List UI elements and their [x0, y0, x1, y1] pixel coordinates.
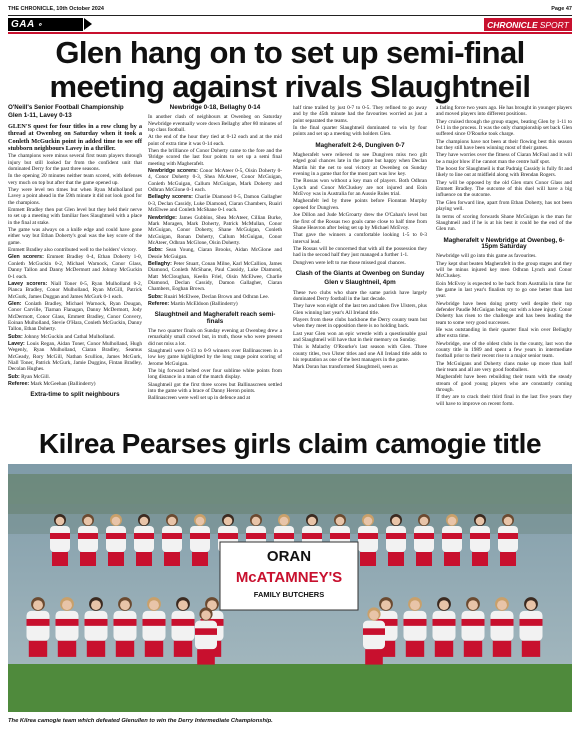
- team-line: Referee: Mark McGeehan (Ballinderry): [8, 381, 96, 387]
- paragraph: Mark Doran has transformed Slaughtneil, seen as: [293, 364, 398, 371]
- team-line: Glen: Conlath Bradley, Michael Warnock, Ryan Dougan, Conor Carville, Tiarnan Flanagan, Danny McDermott, Jody McDermott, Conor Glass, Emmett Bradley, Conor Convery, Eoinan Mulholland, Stevie O'Hara, Conleth McGuckin, Danny Tallon, Ethan Doherty.: [8, 300, 142, 333]
- banner-line-1: ORAN: [266, 548, 312, 565]
- paragraph: That gave the winners a comfortable looking 1-5 to 0-3 interval lead.: [293, 232, 427, 245]
- photo-headline: Kilrea Pearses girls claim camogie title: [38, 428, 542, 459]
- column-4: [436, 105, 572, 408]
- ball-icon: ⚬: [36, 21, 44, 29]
- paragraph: The Rossas will be concerned that with all the possession they had in the second half they just managed a further 1-1.: [293, 245, 427, 259]
- paragraph: Last year Glen won an epic wrestle with a questionable goal and Slaughtneil will have that in their memory on Sunday.: [293, 330, 427, 343]
- team-line: Lavey: Louis Regan, Aidan Toner, Conor Mulholland, Hugh Wegenly, Ryan Mulholland, Ciaran Bradley, Seamus McGeady, Rory McGill, Nathan Scullion, James McGurk, Niall Toner, Patrick McGurk, Jamie Duggins, Fintan Bradley, Decolan Hughes.: [8, 340, 142, 373]
- story-kicker: O'Neill's Senior Football Championship: [8, 104, 124, 111]
- subheading: Newbridge 0-18, Bellaghy 0-14: [169, 104, 261, 111]
- gaa-section-tag: GAA ⚬: [8, 18, 83, 31]
- paragraph: The boost for Slaughtneil is that Padraig Cassidy is fully fit and likely to line out at midfield along with Brendan Rogers.: [436, 166, 572, 179]
- paragraph: Joe Dillon and Jude McGroarty drew the O'Cahan's level but the first of the Rossas two goals came close to half time from Shane Heavron after being set up by Michael McEvoy.: [293, 212, 427, 231]
- paragraph: half time trailed by just 0-7 to 0-5. They refined to go away and by the 45th minute had the favourites worried as just a point separated the teams.: [293, 105, 427, 124]
- team-line: Glen scorers: Emmett Bradley 0-4, Ethan Doherty 1-0, Conleth McGuckin 0-2, Michael Warnock, Conor Glass, Danny Tallon and Danny McDermott and Johnny McGuckin 0-1 each.: [8, 254, 143, 280]
- paragraph: The Glen forward line, apart from Ethan Doherty, has not been playing well.: [436, 199, 572, 213]
- paragraph: In the opening 20 minutes neither team scored, with defenses very much on top but after that the game opened up.: [8, 173, 142, 186]
- paragraph: At the end of the hour they tied at 0-12 each and at the mid point of extra time it was 0-14 each.: [148, 134, 282, 147]
- paragraph: The Rossas won without a key man of players. Both Odhran Lynch and Conor McCluskey are not injured and Eoin McEvoy was in Australia for an Aussie Rules trial.: [293, 178, 427, 198]
- paragraph: The McGuigans and Doherty clans make up more than half their team and all are very good footballers.: [436, 360, 572, 374]
- team-line: Sub: Ryan McGill.: [8, 373, 51, 380]
- paragraph: Ballinascreen were well set up in defence and at: [148, 395, 251, 402]
- paragraph: They have won eight of the last ten and taken five Ulsters, plus Glen winning last year's All Ireland title.: [293, 303, 427, 316]
- paragraph: They kept shut beaten Magherafelt in the group stages and they will be minus injured key men Odhran Lynch and Conor McCluskey.: [436, 260, 572, 280]
- sponsor-banner: [220, 542, 358, 610]
- column-3: [293, 105, 427, 372]
- paragraph: Magherafelt led by three points before Fionntan Murphy opened for Dungiven.: [293, 198, 427, 211]
- paragraph: They were level ten times but when Ryan Mulholland put Lavey a point ahead in the 59th minute it did not look good for the champions.: [8, 187, 142, 206]
- team-line: Referee: Martin McEldoon (Ballinderry): [148, 300, 238, 307]
- paragraph: Newbridge will go into this game as favourites.: [436, 253, 537, 260]
- paragraph: If they are to crack their third final in the last five years they will have to improve on recent form.: [436, 394, 572, 407]
- paragraph: Emmett Bradley also contributed well to the holders' victory.: [8, 247, 138, 254]
- team-photo: [8, 464, 572, 712]
- team-line: Lavey scorers: Niall Toner 0-5, Ryan Mulholland 0-2, Pianca Bradley, Conor Mulholland, Ryan McGill, Patrick McGurk, James Duggan and James McGurk 0-1 each.: [8, 280, 142, 300]
- team-line: Bellaghy: Peter Stuart, Conan Milne, Karl McCallion, James Diamond, Conleth McShane, Paul Cassidy, Luke Diamond, Matt McCloughan, Keelin Friel, Oisin McElwee, Charlie Diamond, Declan Cassidy, Damon Gallagher, Ciaran Chambers, Eoghan Brown.: [148, 260, 282, 293]
- subheading: Clash of the Giants at Owenbeg on Sunday: [295, 269, 425, 277]
- paragraph: Slaughtneil got the first three scores but Ballinascreen settled into the game with a brace of Danny Heron points.: [148, 381, 282, 395]
- subheading: Magherafelt 2-6, Dungiven 0-7: [315, 141, 405, 149]
- paragraph: In another clash of neighbours at Owenbeg on Saturday Newbridge eventually wore down Bellaghy after 80 minutes of top class football.: [148, 114, 282, 134]
- paragraph: Emmett Bradley then put Glen level but they held their nerve to set up a meeting with familiar foes Slaughtneil with a place in the final at stake.: [8, 207, 142, 226]
- paragraph: In the final quarter Slaughtneil dominated to win by four points and set up a meeting with holders Glen.: [293, 125, 427, 138]
- paragraph: The game was always on a knife edge and could have gone either way but Ethan Doherty's goal was the key score of the game.: [8, 227, 142, 246]
- team-line: Subs: Ruairi McElwee, Declan Brown and Odhran Lee.: [148, 293, 270, 300]
- main-headline: Glen hang on to set up semi-final meeting against rivals Slaughtneil: [49, 35, 531, 104]
- team-photo-illustration: [8, 464, 572, 712]
- team-line: Newbridge: James Gubbins, Shea McAteer, Cillian Burke, Mark Moragen, Mark Doherty, Patrick McMullan, Conor McGuigan, Conor Doherty, Shane McGuigan, Conleth McGuigan, Ronan Doherty, Callum McGuigan, Conor McAteer, Odhran McGlone, Oisin Doherty.: [148, 214, 283, 246]
- paragraph: Magherafelt have been rebuilding their team with the steady stream of good young players who are constantly coming through.: [436, 374, 572, 394]
- paragraph: These two clubs who share the same parish have largely dominated Derry football in the last decade.: [293, 289, 427, 302]
- paragraph: Dungiven were left to rue those missed goal chances.: [293, 259, 406, 266]
- score-line: Glen 1-11, Lavey 0-13: [8, 112, 72, 120]
- column-2: [148, 105, 282, 403]
- banner-line-2: McATAMNEY'S: [235, 569, 343, 586]
- paragraph: This is Malachy O'Rourke's last season with Glen. Three county titles, two Ulster titles and one All Ireland title adds to his reputation as one of the best managers in the game.: [293, 344, 427, 364]
- subheading: Glen v Slaughtneil, 4pm: [324, 279, 396, 287]
- paragraph: The champions were minus several first team players through injury but still looked far from the confident unit that dominated Derry for the past three seasons.: [8, 153, 142, 172]
- paragraph: Eoin McEvoy is expected to be back from Australia in time for the game in last year's finalists try to go one better than last year.: [436, 280, 572, 300]
- paragraph: They have worries over the fitness of Ciaran McFaul and it will be a major blow if he cannot man the centre half spot.: [436, 152, 572, 165]
- paragraph: Then the brilliance of Conor Doherty came to the fore and the 'Bridge scored the last four points to set up a semi final meeting with Magherafelt.: [148, 148, 282, 167]
- paragraph: Magherafelt were relieved to see Dungiven miss two gilt edged goal chances late in the game but happy when Declan Martin hit the net to seal victory at Owenbeg on Sunday evening in a game that for the most part was low key.: [293, 152, 427, 178]
- page-number: Page 47: [551, 6, 572, 12]
- subheading: Magherafelt v Newbridge at Owenbeg, 6-15pm Saturday: [443, 236, 565, 250]
- paragraph: They will be opposed by the old Glen stars Conor Glass and Emmett Bradley. The outcome of this duel will have a big influence on the outcome.: [436, 179, 572, 199]
- paragraph: The two quarter finals on Sunday evening at Owenbeg drew a remarkably small crowd but, in truth, those who were present did not miss a lot.: [148, 328, 282, 347]
- paragraph: In terms of scoring forwards Shane McGuigan is the man for Slaughtneil and if he is at his best it could be the end of the Glen run.: [436, 213, 572, 233]
- header-rule: [8, 15, 572, 16]
- paragraph: The champions have not been at their flowing best this season but they still have been winning most of their games.: [436, 138, 572, 152]
- paragraph: Players from these clubs backbone the Derry county team but when they meet in opposition there is no holding back.: [293, 316, 427, 330]
- photo-caption: The Kilrea camogie team which defeated Glenullen to win the Derry Intermediate Championship.: [8, 718, 273, 724]
- column-1: [8, 105, 142, 402]
- team-line: Newbridge scorers: Conor McAteer 0-5, Oisin Doherty 0-4, Conor Doherty 0-3, Shea McAteer, Conor McGuigan, Conleth McGuigan, Callum McGuigan, Mark Doherty and Odhran McGlone 0-1 each.: [148, 168, 282, 194]
- team-line: Bellaghy scorers: Charlie Diamond 0-5, Damon Gallagher 0-3, Declan Cassidy, Luke Diamond, Ciaran Chambers, Ruairi McElwee and Conleth McShane 0-1 each.: [148, 194, 282, 214]
- paragraph: Newbridge, one of the oldest clubs in the county, last won the county title in 1989 and spent a few years in intermediate football prior to their recent rise to a major senior team.: [436, 340, 572, 360]
- page-header: [8, 4, 572, 14]
- subheading: Extra-time to split neighbours: [30, 391, 120, 399]
- paragraph: a fading force two years ago. He has brought in younger players and moved players into different positions.: [436, 105, 572, 118]
- paragraph: Slaughtneil were 0-13 to 0-9 winners over Ballinascreen in a low key game highlighted by the long range point scoring of Jerome McGuigan.: [148, 348, 282, 367]
- subheading: Slaughtneil and Magherafelt reach semi-finals: [154, 311, 276, 325]
- chronicle-sport-tag: CHRONICLE SPORT: [484, 18, 572, 31]
- paragraph: He was outstanding in their quarter final win over Bellaghy after extra time.: [436, 327, 572, 340]
- story-intro: GLEN'S quest for four titles in a row clung by a thread at Owenbeg on Saturday when it took a Conleth McGuckin point in added time to see off stubborn neighbours Lavey in a thriller.: [8, 122, 142, 152]
- team-line: Subs: Johnny McGuckin and Cathal Mulholland.: [8, 333, 115, 340]
- paragraph: The big forward belted over four sublime white points from long distance in a man of the match display.: [148, 368, 282, 381]
- paragraph: Newbridge have been doing pretty well despite their top defender Paudie McGuigan being out with a knee injury. Conor Doherty has risen to the challenge and has been leading the team to some very good successes.: [436, 300, 572, 326]
- team-line: Subs: Sean Young, Ciaran Brooks, Aidan McGlone and Dessie McGuigan.: [148, 247, 283, 260]
- publication-line: THE CHRONICLE, 10th October 2024: [8, 6, 104, 12]
- section-chevron: [84, 18, 92, 30]
- section-rule: [8, 32, 572, 34]
- banner-line-3: FAMILY BUTCHERS: [253, 590, 325, 599]
- paragraph: They cruised through the group stages, beating Glen by 1-11 to 0-11 in the process. It was the only championship set back Glen suffered since O'Rourke took charge.: [436, 118, 572, 138]
